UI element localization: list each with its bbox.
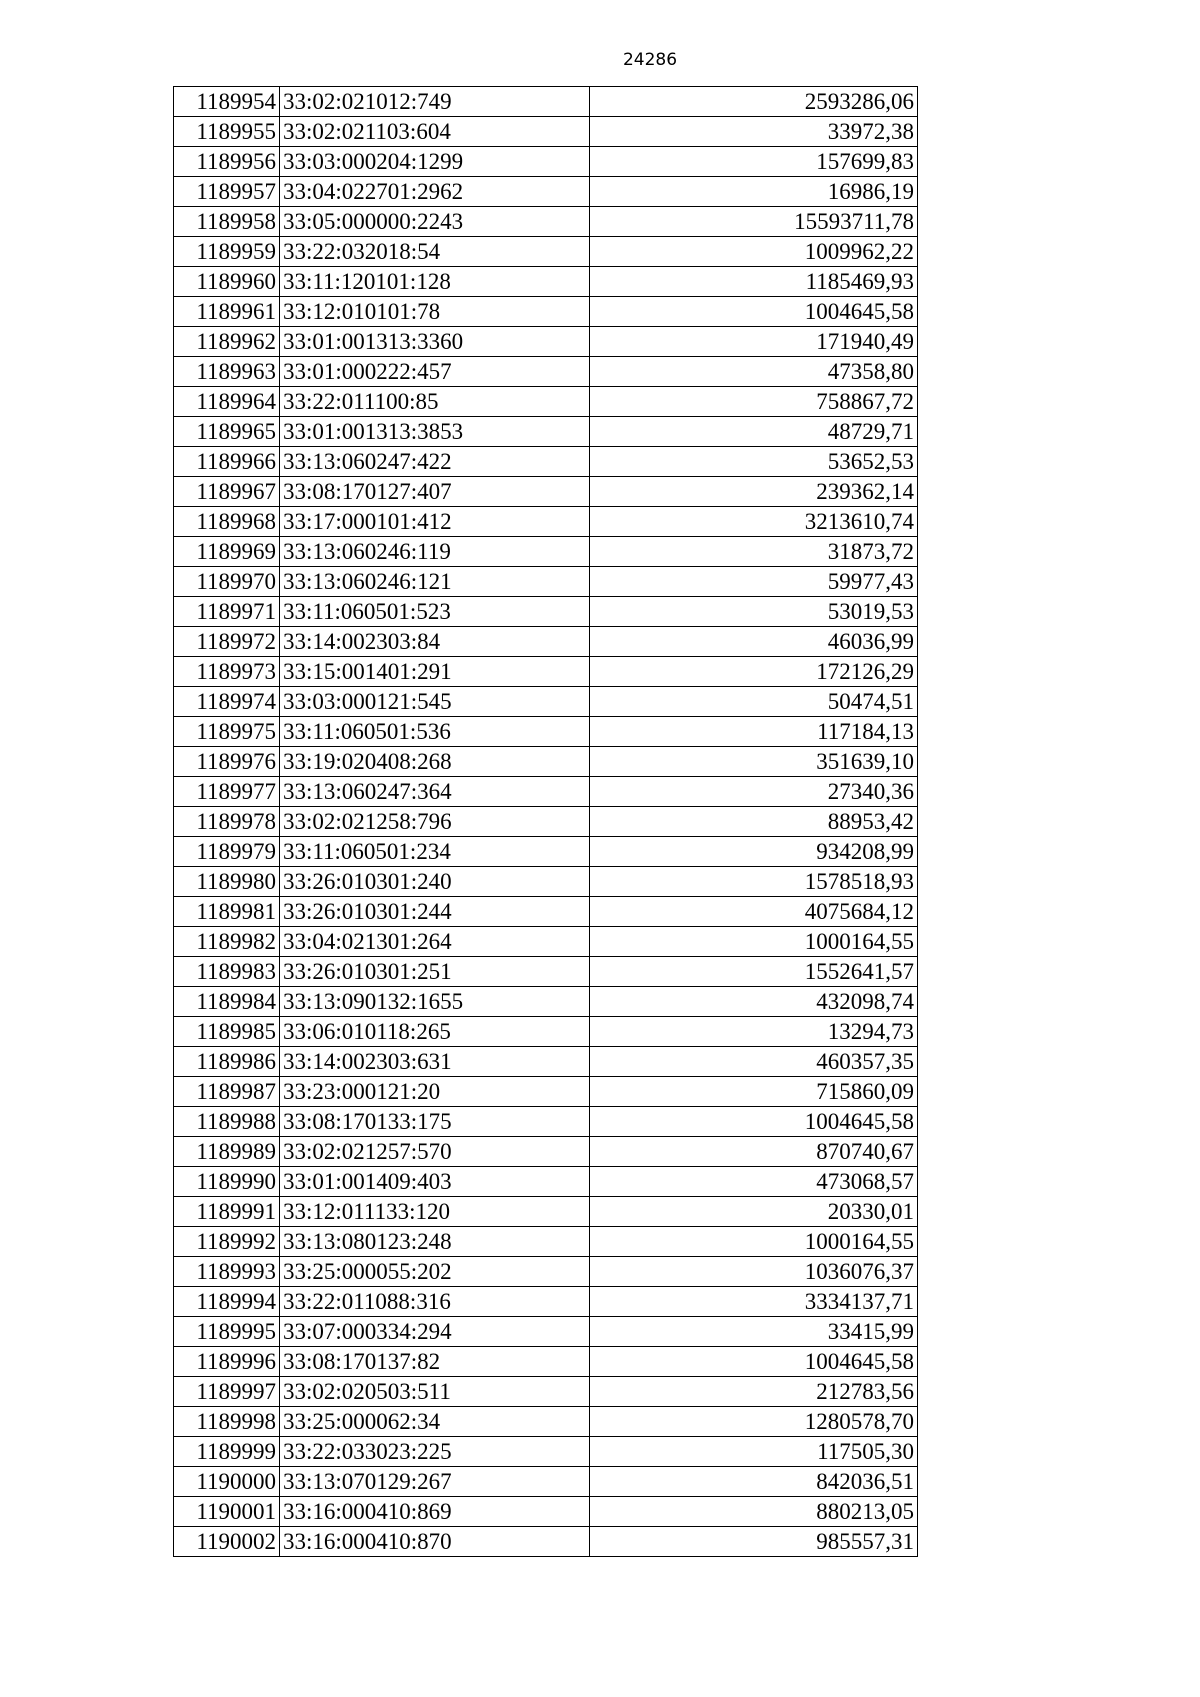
table-row xyxy=(174,717,918,747)
value-cell: 1004645,58 xyxy=(590,1347,918,1377)
cadastral-number-cell: 33:03:000204:1299 xyxy=(280,147,590,177)
table-row xyxy=(174,1347,918,1377)
value-cell: 715860,09 xyxy=(590,1077,918,1107)
row-number-cell: 1189972 xyxy=(174,627,280,657)
table-row xyxy=(174,747,918,777)
cadastral-number-cell: 33:01:001313:3853 xyxy=(280,417,590,447)
table-row xyxy=(174,1137,918,1167)
value-cell: 171940,49 xyxy=(590,327,918,357)
row-number-cell: 1189970 xyxy=(174,567,280,597)
value-cell: 88953,42 xyxy=(590,807,918,837)
cadastral-number-cell: 33:11:120101:128 xyxy=(280,267,590,297)
row-number-cell: 1189985 xyxy=(174,1017,280,1047)
value-cell: 33972,38 xyxy=(590,117,918,147)
row-number-cell: 1190001 xyxy=(174,1497,280,1527)
cadastral-number-cell: 33:13:060247:364 xyxy=(280,777,590,807)
table-row xyxy=(174,927,918,957)
cadastral-number-cell: 33:04:021301:264 xyxy=(280,927,590,957)
value-cell: 1185469,93 xyxy=(590,267,918,297)
table-row xyxy=(174,957,918,987)
value-cell: 985557,31 xyxy=(590,1527,918,1557)
table-row xyxy=(174,447,918,477)
row-number-cell: 1189957 xyxy=(174,177,280,207)
row-number-cell: 1189956 xyxy=(174,147,280,177)
table-row xyxy=(174,627,918,657)
cadastral-number-cell: 33:08:170127:407 xyxy=(280,477,590,507)
row-number-cell: 1189988 xyxy=(174,1107,280,1137)
row-number-cell: 1190000 xyxy=(174,1467,280,1497)
cadastral-number-cell: 33:08:170133:175 xyxy=(280,1107,590,1137)
table-row xyxy=(174,1227,918,1257)
cadastral-number-cell: 33:02:021103:604 xyxy=(280,117,590,147)
table-row xyxy=(174,1017,918,1047)
cadastral-number-cell: 33:01:001409:403 xyxy=(280,1167,590,1197)
table-row xyxy=(174,267,918,297)
cadastral-number-cell: 33:26:010301:240 xyxy=(280,867,590,897)
row-number-cell: 1189967 xyxy=(174,477,280,507)
table-row xyxy=(174,1377,918,1407)
row-number-cell: 1189982 xyxy=(174,927,280,957)
table-row xyxy=(174,477,918,507)
row-number-cell: 1189999 xyxy=(174,1437,280,1467)
row-number-cell: 1189981 xyxy=(174,897,280,927)
table-row xyxy=(174,657,918,687)
cadastral-number-cell: 33:02:021257:570 xyxy=(280,1137,590,1167)
cadastral-number-cell: 33:13:090132:1655 xyxy=(280,987,590,1017)
value-cell: 880213,05 xyxy=(590,1497,918,1527)
table-row xyxy=(174,1467,918,1497)
row-number-cell: 1189973 xyxy=(174,657,280,687)
cadastral-number-cell: 33:07:000334:294 xyxy=(280,1317,590,1347)
value-cell: 934208,99 xyxy=(590,837,918,867)
value-cell: 48729,71 xyxy=(590,417,918,447)
row-number-cell: 1189995 xyxy=(174,1317,280,1347)
row-number-cell: 1189959 xyxy=(174,237,280,267)
table-row xyxy=(174,837,918,867)
row-number-cell: 1189969 xyxy=(174,537,280,567)
table-row xyxy=(174,1497,918,1527)
table-row xyxy=(174,417,918,447)
row-number-cell: 1189964 xyxy=(174,387,280,417)
value-cell: 47358,80 xyxy=(590,357,918,387)
row-number-cell: 1189987 xyxy=(174,1077,280,1107)
table-row xyxy=(174,1197,918,1227)
value-cell: 758867,72 xyxy=(590,387,918,417)
registry-table-body xyxy=(174,87,918,1557)
cadastral-number-cell: 33:13:060246:119 xyxy=(280,537,590,567)
table-row xyxy=(174,147,918,177)
table-row xyxy=(174,567,918,597)
row-number-cell: 1189968 xyxy=(174,507,280,537)
row-number-cell: 1189983 xyxy=(174,957,280,987)
table-row xyxy=(174,1167,918,1197)
table-row xyxy=(174,597,918,627)
table-row xyxy=(174,1527,918,1557)
value-cell: 117505,30 xyxy=(590,1437,918,1467)
cadastral-number-cell: 33:12:011133:120 xyxy=(280,1197,590,1227)
value-cell: 1000164,55 xyxy=(590,1227,918,1257)
value-cell: 53019,53 xyxy=(590,597,918,627)
page-number: 24286 xyxy=(622,50,678,70)
cadastral-number-cell: 33:01:001313:3360 xyxy=(280,327,590,357)
cadastral-number-cell: 33:03:000121:545 xyxy=(280,687,590,717)
row-number-cell: 1189990 xyxy=(174,1167,280,1197)
row-number-cell: 1189962 xyxy=(174,327,280,357)
value-cell: 3334137,71 xyxy=(590,1287,918,1317)
value-cell: 3213610,74 xyxy=(590,507,918,537)
table-row xyxy=(174,87,918,117)
table-row xyxy=(174,1107,918,1137)
table-row xyxy=(174,897,918,927)
table-row xyxy=(174,1047,918,1077)
table-row xyxy=(174,777,918,807)
cadastral-number-cell: 33:19:020408:268 xyxy=(280,747,590,777)
cadastral-number-cell: 33:11:060501:234 xyxy=(280,837,590,867)
row-number-cell: 1189976 xyxy=(174,747,280,777)
cadastral-number-cell: 33:13:060246:121 xyxy=(280,567,590,597)
value-cell: 1000164,55 xyxy=(590,927,918,957)
value-cell: 59977,43 xyxy=(590,567,918,597)
table-row xyxy=(174,987,918,1017)
table-row xyxy=(174,117,918,147)
value-cell: 1552641,57 xyxy=(590,957,918,987)
cadastral-number-cell: 33:16:000410:869 xyxy=(280,1497,590,1527)
value-cell: 31873,72 xyxy=(590,537,918,567)
row-number-cell: 1189960 xyxy=(174,267,280,297)
cadastral-number-cell: 33:06:010118:265 xyxy=(280,1017,590,1047)
row-number-cell: 1189992 xyxy=(174,1227,280,1257)
value-cell: 53652,53 xyxy=(590,447,918,477)
cadastral-number-cell: 33:08:170137:82 xyxy=(280,1347,590,1377)
cadastral-number-cell: 33:11:060501:536 xyxy=(280,717,590,747)
row-number-cell: 1189978 xyxy=(174,807,280,837)
table-row xyxy=(174,1317,918,1347)
value-cell: 870740,67 xyxy=(590,1137,918,1167)
row-number-cell: 1189984 xyxy=(174,987,280,1017)
table-row xyxy=(174,537,918,567)
value-cell: 1004645,58 xyxy=(590,297,918,327)
cadastral-number-cell: 33:22:032018:54 xyxy=(280,237,590,267)
row-number-cell: 1189974 xyxy=(174,687,280,717)
table-row xyxy=(174,807,918,837)
cadastral-number-cell: 33:26:010301:244 xyxy=(280,897,590,927)
value-cell: 1578518,93 xyxy=(590,867,918,897)
row-number-cell: 1189989 xyxy=(174,1137,280,1167)
value-cell: 1280578,70 xyxy=(590,1407,918,1437)
table-row xyxy=(174,507,918,537)
table-row xyxy=(174,1437,918,1467)
cadastral-number-cell: 33:01:000222:457 xyxy=(280,357,590,387)
value-cell: 1004645,58 xyxy=(590,1107,918,1137)
value-cell: 15593711,78 xyxy=(590,207,918,237)
row-number-cell: 1189997 xyxy=(174,1377,280,1407)
cadastral-number-cell: 33:25:000055:202 xyxy=(280,1257,590,1287)
table-row xyxy=(174,687,918,717)
cadastral-number-cell: 33:13:080123:248 xyxy=(280,1227,590,1257)
table-row xyxy=(174,297,918,327)
row-number-cell: 1189986 xyxy=(174,1047,280,1077)
row-number-cell: 1189994 xyxy=(174,1287,280,1317)
cadastral-number-cell: 33:26:010301:251 xyxy=(280,957,590,987)
value-cell: 432098,74 xyxy=(590,987,918,1017)
row-number-cell: 1189954 xyxy=(174,87,280,117)
row-number-cell: 1189980 xyxy=(174,867,280,897)
cadastral-number-cell: 33:22:011100:85 xyxy=(280,387,590,417)
value-cell: 172126,29 xyxy=(590,657,918,687)
row-number-cell: 1189961 xyxy=(174,297,280,327)
table-row xyxy=(174,357,918,387)
value-cell: 27340,36 xyxy=(590,777,918,807)
value-cell: 46036,99 xyxy=(590,627,918,657)
cadastral-number-cell: 33:22:011088:316 xyxy=(280,1287,590,1317)
cadastral-number-cell: 33:13:060247:422 xyxy=(280,447,590,477)
cadastral-number-cell: 33:02:020503:511 xyxy=(280,1377,590,1407)
table-row xyxy=(174,1287,918,1317)
cadastral-number-cell: 33:02:021258:796 xyxy=(280,807,590,837)
row-number-cell: 1189977 xyxy=(174,777,280,807)
value-cell: 351639,10 xyxy=(590,747,918,777)
row-number-cell: 1189965 xyxy=(174,417,280,447)
value-cell: 13294,73 xyxy=(590,1017,918,1047)
value-cell: 16986,19 xyxy=(590,177,918,207)
value-cell: 212783,56 xyxy=(590,1377,918,1407)
cadastral-number-cell: 33:14:002303:631 xyxy=(280,1047,590,1077)
cadastral-number-cell: 33:17:000101:412 xyxy=(280,507,590,537)
cadastral-number-cell: 33:02:021012:749 xyxy=(280,87,590,117)
table-row xyxy=(174,1407,918,1437)
value-cell: 50474,51 xyxy=(590,687,918,717)
row-number-cell: 1189998 xyxy=(174,1407,280,1437)
table-row xyxy=(174,207,918,237)
cadastral-number-cell: 33:16:000410:870 xyxy=(280,1527,590,1557)
value-cell: 1036076,37 xyxy=(590,1257,918,1287)
cadastral-number-cell: 33:23:000121:20 xyxy=(280,1077,590,1107)
table-row xyxy=(174,177,918,207)
table-row xyxy=(174,1077,918,1107)
registry-table xyxy=(173,86,918,1557)
table-row xyxy=(174,237,918,267)
row-number-cell: 1189958 xyxy=(174,207,280,237)
cadastral-number-cell: 33:25:000062:34 xyxy=(280,1407,590,1437)
value-cell: 473068,57 xyxy=(590,1167,918,1197)
row-number-cell: 1189975 xyxy=(174,717,280,747)
cadastral-number-cell: 33:14:002303:84 xyxy=(280,627,590,657)
table-row xyxy=(174,867,918,897)
row-number-cell: 1189971 xyxy=(174,597,280,627)
row-number-cell: 1189979 xyxy=(174,837,280,867)
row-number-cell: 1189966 xyxy=(174,447,280,477)
value-cell: 157699,83 xyxy=(590,147,918,177)
row-number-cell: 1189996 xyxy=(174,1347,280,1377)
table-row xyxy=(174,327,918,357)
value-cell: 2593286,06 xyxy=(590,87,918,117)
table-row xyxy=(174,1257,918,1287)
value-cell: 117184,13 xyxy=(590,717,918,747)
table-row xyxy=(174,387,918,417)
value-cell: 20330,01 xyxy=(590,1197,918,1227)
cadastral-number-cell: 33:22:033023:225 xyxy=(280,1437,590,1467)
cadastral-number-cell: 33:11:060501:523 xyxy=(280,597,590,627)
cadastral-number-cell: 33:13:070129:267 xyxy=(280,1467,590,1497)
row-number-cell: 1189993 xyxy=(174,1257,280,1287)
value-cell: 460357,35 xyxy=(590,1047,918,1077)
row-number-cell: 1190002 xyxy=(174,1527,280,1557)
cadastral-number-cell: 33:15:001401:291 xyxy=(280,657,590,687)
cadastral-number-cell: 33:05:000000:2243 xyxy=(280,207,590,237)
value-cell: 1009962,22 xyxy=(590,237,918,267)
value-cell: 4075684,12 xyxy=(590,897,918,927)
row-number-cell: 1189963 xyxy=(174,357,280,387)
value-cell: 239362,14 xyxy=(590,477,918,507)
cadastral-number-cell: 33:12:010101:78 xyxy=(280,297,590,327)
cadastral-number-cell: 33:04:022701:2962 xyxy=(280,177,590,207)
value-cell: 33415,99 xyxy=(590,1317,918,1347)
value-cell: 842036,51 xyxy=(590,1467,918,1497)
row-number-cell: 1189991 xyxy=(174,1197,280,1227)
row-number-cell: 1189955 xyxy=(174,117,280,147)
